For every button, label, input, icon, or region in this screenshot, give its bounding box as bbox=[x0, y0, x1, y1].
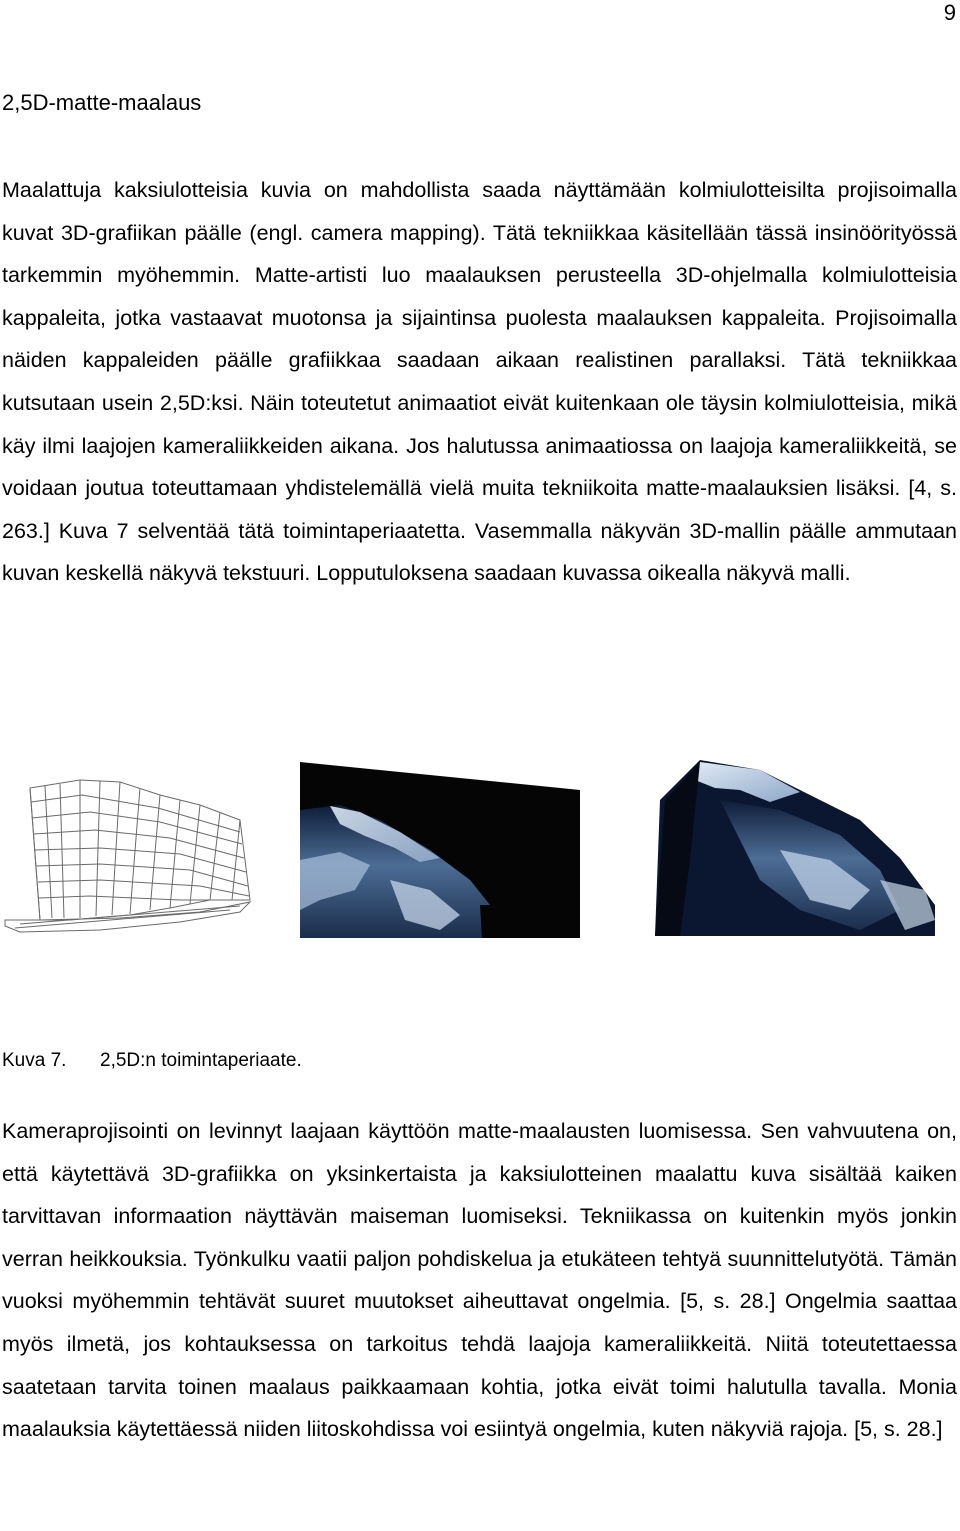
figure-2-5d-principle bbox=[0, 740, 960, 990]
body-paragraph-2: Kameraprojisointi on levinnyt laajaan käyttöön matte-maalausten luomisessa. Sen vahvuutena on, että käytettävä 3D-grafiikka on yksinkertaista ja kaksiulotteinen maalattu kuva sisältää kaiken tarvittavan informaation näyttävän maiseman luomiseksi. Tekniikassa on kuitenkin myös jonkin verran heikkouksia. Työnkulku vaatii paljon pohdiskelua ja etukäteen tehtyä suunnittelutyötä. Tämän vuoksi myöhemmin tehtävät suuret muutokset aiheuttavat ongelmia. [5, s. 28.] Ongelmia saattaa myös ilmetä, jos kohtauksessa on tarkoitus tehdä laajoja kameraliikkeitä. Niitä toteutettaessa saatetaan tarvita toinen maalaus paikkaamaan kohtia, jotka eivät toimi halutulla tavalla. Monia maalauksia käytettäessä niiden liitoskohdissa voi esiintyä ongelmia, kuten näkyviä rajoja. [5, s. 28.] bbox=[2, 1119, 957, 1442]
wireframe-model bbox=[5, 780, 250, 932]
figure-caption bbox=[2, 1048, 302, 1074]
textured-model-result bbox=[655, 760, 935, 936]
body-paragraph-1: Maalattuja kaksiulotteisia kuvia on mahdollista saada näyttämään kolmiulotteisilta projisoimalla kuvat 3D-grafiikan päälle (engl. camera mapping). Tätä tekniikkaa käsitellään tässä insinöörityössä tarkemmin myöhemmin. Matte-artisti luo maalauksen perusteella 3D-ohjelmalla kolmiulotteisia kappaleita, jotka vastaavat muotonsa ja sijaintinsa puolesta maalauksen kappaleita. Projisoimalla näiden kappaleiden päälle grafiikkaa saadaan aikaan realistinen parallaksi. Tätä tekniikkaa kutsutaan usein 2,5D:ksi. Näin toteutetut animaatiot eivät kuitenkaan ole täysin kolmiulotteisia, mikä käy ilmi laajojen kameraliikkeiden aikana. Jos halutussa animaatiossa on laajoja kameraliikkeitä, se voidaan joutua toteuttamaan yhdistelemällä vielä muita tekniikoita matte-maalauksien lisäksi. [4, s. 263.] Kuva 7 selventää tätä toimintaperiaatetta. Vasemmalla näkyvän 3D-mallin päälle ammutaan kuvan keskellä näkyvä tekstuuri. Lopputuloksena saadaan kuvassa oikealla näkyvä malli. bbox=[2, 178, 957, 586]
page-number: 9 bbox=[943, 0, 956, 25]
caption-text: 2,5D:n toimintaperiaate. bbox=[100, 1050, 302, 1071]
projected-texture bbox=[300, 762, 580, 938]
caption-number: Kuva 7. bbox=[2, 1050, 67, 1071]
section-heading: 2,5D-matte-maalaus bbox=[2, 90, 202, 115]
figure-illustration bbox=[0, 740, 960, 990]
